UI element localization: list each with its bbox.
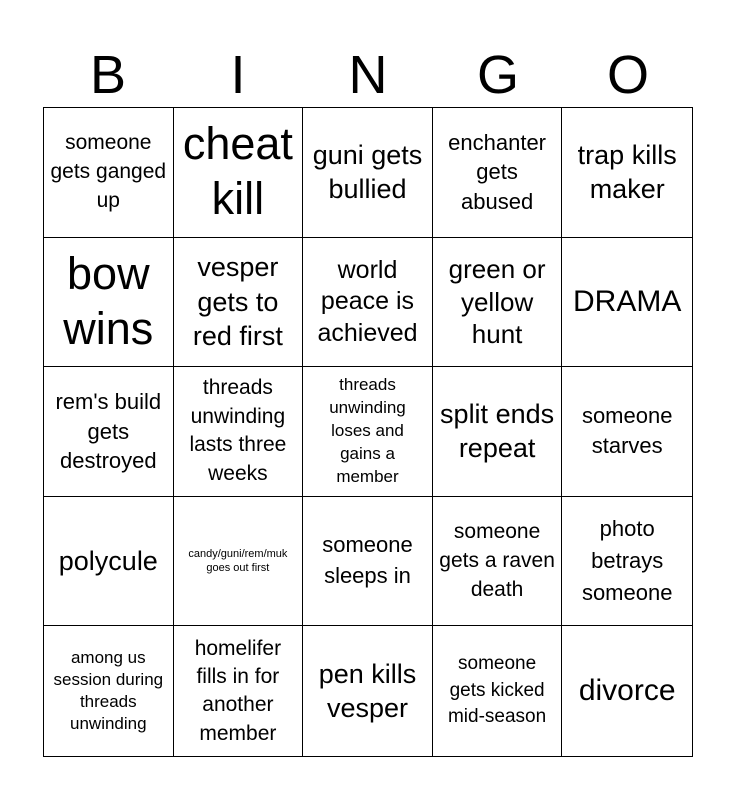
cell-text: photo betrays someone	[581, 516, 673, 606]
bingo-cell[interactable]	[174, 367, 304, 497]
cell-text: DRAMA	[573, 284, 682, 318]
cell-text: among us session during threads unwinding	[53, 648, 164, 734]
bingo-cell[interactable]	[44, 497, 174, 627]
cell-text: guni gets bullied	[312, 140, 423, 205]
bingo-cell[interactable]	[174, 238, 304, 368]
header-letter-o: O	[606, 45, 649, 105]
cell-text: rem's build gets destroyed	[55, 388, 162, 474]
bingo-cell[interactable]	[433, 497, 563, 627]
bingo-cell[interactable]	[433, 367, 563, 497]
cell-text: split ends repeat	[440, 399, 555, 464]
bingo-cell[interactable]	[303, 626, 433, 756]
cell-text: vesper gets to red first	[192, 252, 283, 352]
header-letter-i: I	[230, 45, 246, 105]
cell-text: someone starves	[581, 402, 673, 459]
header-letter-g: G	[476, 45, 519, 105]
bingo-cell[interactable]	[303, 238, 433, 368]
cell-text: green or yellow hunt	[448, 254, 546, 350]
bingo-cell[interactable]	[562, 238, 692, 368]
cell-text: divorce	[578, 674, 676, 708]
bingo-cell[interactable]	[433, 626, 563, 756]
header-letter-b: B	[89, 45, 127, 105]
cell-text: someone gets ganged up	[50, 130, 167, 212]
cell-text: pen kills vesper	[318, 658, 417, 724]
bingo-cell[interactable]	[303, 367, 433, 497]
cell-text: homelifer fills in for another member	[194, 636, 282, 745]
bingo-cell[interactable]	[44, 108, 174, 238]
bingo-board	[43, 107, 693, 757]
cell-text: threads unwinding loses and gains a member	[329, 375, 406, 486]
cell-text: someone sleeps in	[322, 532, 413, 589]
bingo-cell[interactable]	[174, 626, 304, 756]
bingo-cell[interactable]	[44, 238, 174, 368]
bingo-header	[43, 44, 693, 106]
cell-text: someone gets a raven death	[439, 519, 555, 601]
cell-text: candy/guni/rem/muk goes out first	[188, 547, 288, 575]
bingo-cell[interactable]	[303, 497, 433, 627]
cell-text: enchanter gets abused	[448, 129, 547, 215]
cell-text: polycule	[58, 545, 158, 576]
bingo-cell[interactable]	[562, 626, 692, 756]
bingo-cell[interactable]	[174, 108, 304, 238]
bingo-cell[interactable]	[44, 367, 174, 497]
cell-text: world peace is achieved	[317, 256, 418, 347]
bingo-cell[interactable]	[562, 108, 692, 238]
bingo-cell[interactable]	[562, 497, 692, 627]
bingo-cell[interactable]	[174, 497, 304, 627]
cell-text: bow wins	[63, 248, 154, 354]
header-letter-n: N	[348, 45, 388, 105]
cell-text: trap kills maker	[577, 140, 677, 205]
bingo-cell[interactable]	[562, 367, 692, 497]
cell-text: threads unwinding lasts three weeks	[189, 375, 287, 486]
bingo-cell[interactable]	[433, 238, 563, 368]
cell-text: cheat kill	[182, 118, 293, 225]
bingo-cell[interactable]	[303, 108, 433, 238]
bingo-cell[interactable]	[44, 626, 174, 756]
bingo-cell[interactable]	[433, 108, 563, 238]
cell-text: someone gets kicked mid-season	[447, 653, 547, 728]
